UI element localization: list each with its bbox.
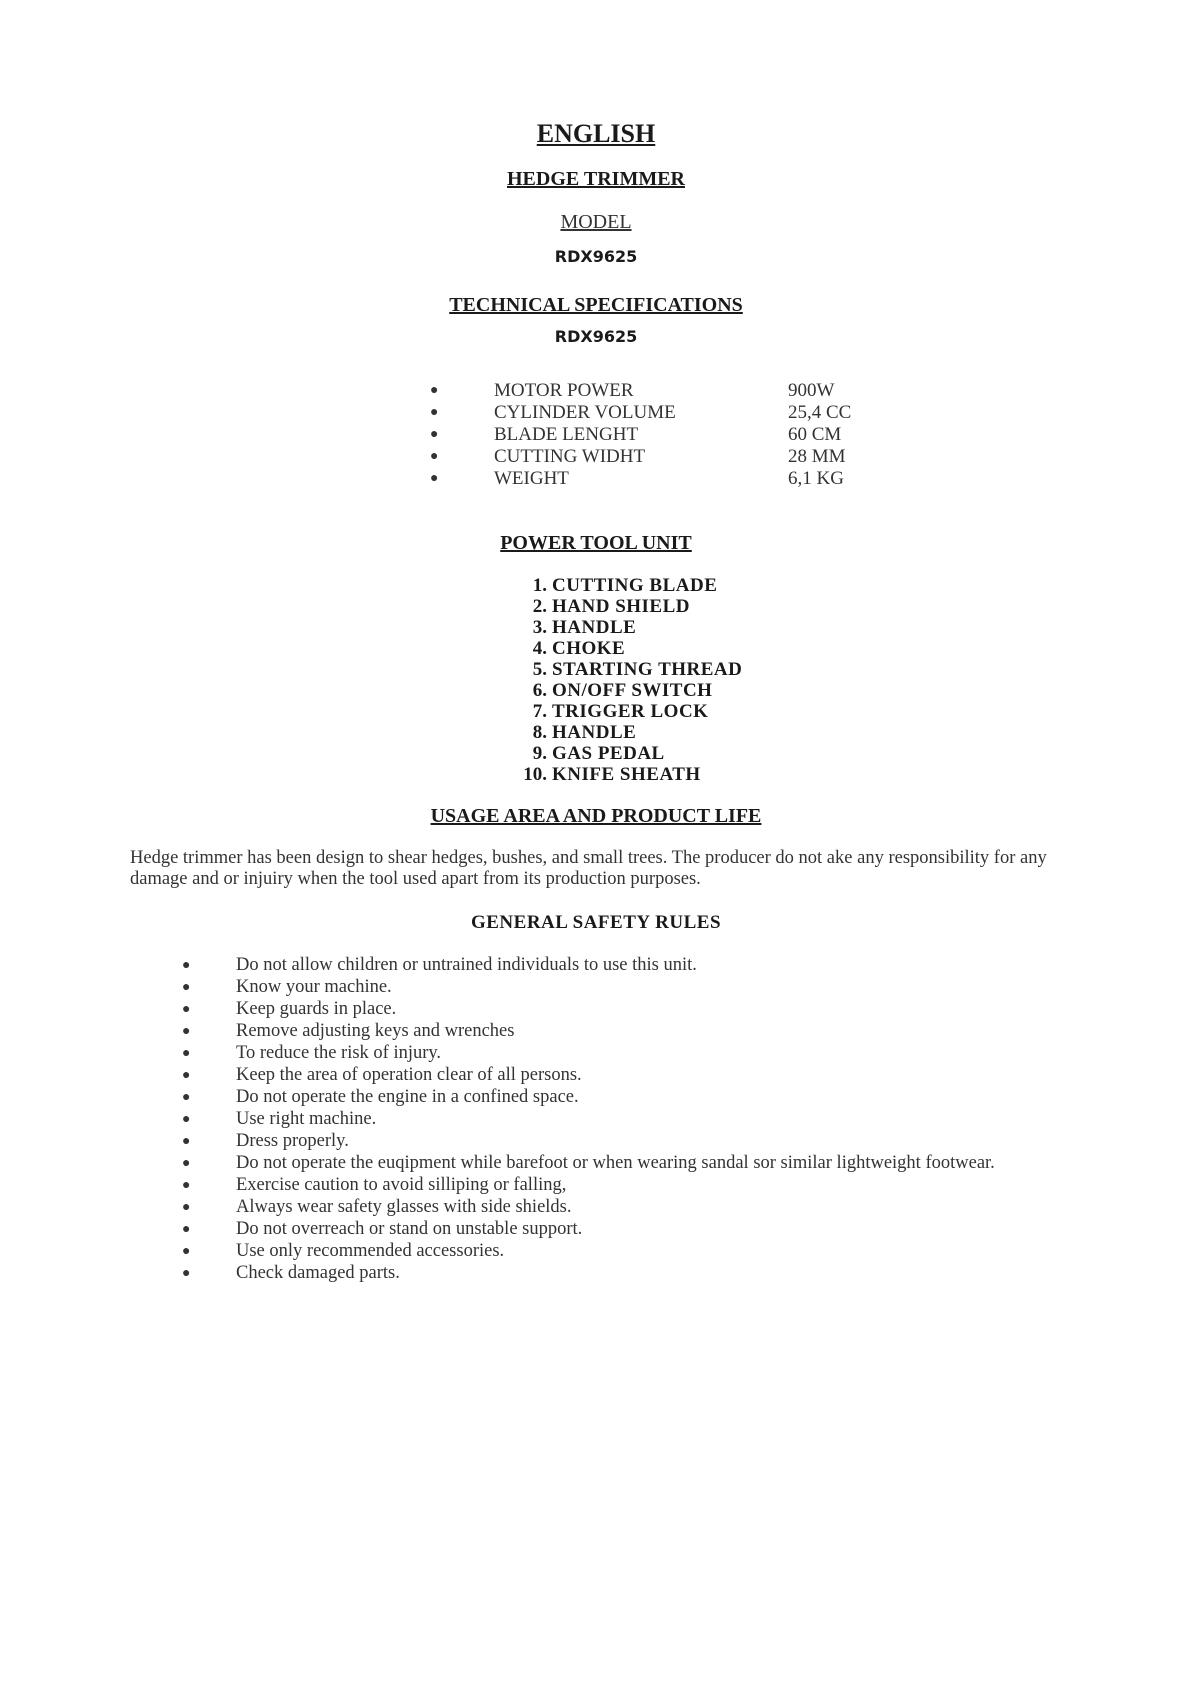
part-row — [490, 575, 810, 596]
list-item — [180, 1065, 1060, 1087]
specifications-heading: TECHNICAL SPECIFICATIONS — [449, 294, 743, 316]
part-row — [490, 743, 810, 764]
spec-row — [430, 402, 880, 424]
bullet-icon: ● — [430, 471, 439, 486]
list-item — [180, 1131, 1060, 1153]
list-item — [180, 955, 1060, 977]
bullet-icon: ● — [182, 980, 191, 995]
rule-text: Exercise caution to avoid silliping or falling, — [236, 1175, 567, 1195]
spec-row — [430, 380, 880, 402]
rule-text: Use only recommended accessories. — [236, 1241, 505, 1261]
rule-text: Know your machine. — [236, 977, 392, 997]
list-item — [180, 999, 1060, 1021]
bullet-icon: ● — [182, 1178, 191, 1193]
bullet-icon: ● — [182, 1090, 191, 1105]
part-label: HANDLE — [552, 722, 637, 743]
part-row — [490, 701, 810, 722]
usage-heading: USAGE AREA AND PRODUCT LIFE — [430, 805, 762, 827]
bullet-icon: ● — [182, 1156, 191, 1171]
spec-row — [430, 468, 880, 490]
bullet-icon: ● — [182, 1134, 191, 1149]
bullet-icon: ● — [182, 1024, 191, 1039]
part-number: 5. — [532, 659, 547, 680]
spec-name: WEIGHT — [494, 468, 569, 489]
rule-text: Use right machine. — [236, 1109, 377, 1129]
bullet-icon: ● — [182, 1112, 191, 1127]
bullet-icon: ● — [430, 449, 439, 464]
part-row — [490, 596, 810, 617]
rule-text: Do not operate the euqipment while barefoot or when wearing sandal sor similar lightweight footwear. — [236, 1153, 995, 1173]
part-number: 6. — [532, 680, 547, 701]
bullet-icon: ● — [430, 383, 439, 398]
list-item — [180, 977, 1060, 999]
spec-value: 6,1 KG — [788, 468, 844, 489]
part-label: CHOKE — [552, 638, 626, 659]
model-label: MODEL — [560, 211, 632, 233]
part-number: 2. — [532, 596, 547, 617]
part-label: HAND SHIELD — [552, 596, 690, 617]
part-number: 7. — [532, 701, 547, 722]
spec-name: MOTOR POWER — [494, 380, 634, 401]
list-item — [180, 1021, 1060, 1043]
part-row — [490, 764, 810, 785]
spec-value: 28 MM — [788, 446, 846, 467]
part-label: TRIGGER LOCK — [552, 701, 709, 722]
bullet-icon: ● — [182, 1002, 191, 1017]
list-item — [180, 1263, 1060, 1285]
bullet-icon: ● — [182, 958, 191, 973]
list-item — [180, 1109, 1060, 1131]
list-item — [180, 1087, 1060, 1109]
part-row — [490, 680, 810, 701]
part-label: STARTING THREAD — [552, 659, 743, 680]
part-row — [490, 659, 810, 680]
bullet-icon: ● — [182, 1200, 191, 1215]
rule-text: Remove adjusting keys and wrenches — [236, 1021, 515, 1041]
product-title: HEDGE TRIMMER — [507, 168, 685, 190]
rule-text: To reduce the risk of injury. — [236, 1043, 442, 1063]
rule-text: Keep guards in place. — [236, 999, 397, 1019]
spec-value: 60 CM — [788, 424, 842, 445]
list-item — [180, 1153, 1060, 1175]
rule-text: Keep the area of operation clear of all persons. — [236, 1065, 582, 1085]
rule-text: Do not operate the engine in a confined space. — [236, 1087, 579, 1107]
part-label: CUTTING BLADE — [552, 575, 718, 596]
part-number: 8. — [532, 722, 547, 743]
part-number: 9. — [532, 743, 547, 764]
bullet-icon: ● — [182, 1046, 191, 1061]
rule-text: Dress properly. — [236, 1131, 349, 1151]
spec-row — [430, 446, 880, 468]
spec-value: 25,4 CC — [788, 402, 852, 423]
bullet-icon: ● — [182, 1266, 191, 1281]
rule-text: Check damaged parts. — [236, 1263, 400, 1283]
safety-rules-list — [180, 955, 1060, 1285]
bullet-icon: ● — [430, 405, 439, 420]
part-label: KNIFE SHEATH — [552, 764, 701, 785]
spec-name: CUTTING WIDHT — [494, 446, 646, 467]
rule-text: Do not overreach or stand on unstable support. — [236, 1219, 583, 1239]
list-item — [180, 1219, 1060, 1241]
safety-heading: GENERAL SAFETY RULES — [470, 912, 722, 933]
specifications-list — [430, 380, 880, 490]
rule-text: Always wear safety glasses with side shields. — [236, 1197, 572, 1217]
part-label: HANDLE — [552, 617, 637, 638]
bullet-icon: ● — [430, 427, 439, 442]
bullet-icon: ● — [182, 1222, 191, 1237]
part-row — [490, 722, 810, 743]
part-number: 1. — [532, 575, 547, 596]
list-item — [180, 1241, 1060, 1263]
language-heading: ENGLISH — [536, 119, 656, 148]
spec-name: CYLINDER VOLUME — [494, 402, 676, 423]
spec-row — [430, 424, 880, 446]
part-label: ON/OFF SWITCH — [552, 680, 713, 701]
specifications-model: RDX9625 — [554, 327, 638, 346]
part-number: 4. — [532, 638, 547, 659]
part-row — [490, 638, 810, 659]
bullet-icon: ● — [182, 1244, 191, 1259]
list-item — [180, 1175, 1060, 1197]
spec-name: BLADE LENGHT — [494, 424, 639, 445]
bullet-icon: ● — [182, 1068, 191, 1083]
parts-list — [490, 575, 810, 785]
part-row — [490, 617, 810, 638]
spec-value: 900W — [788, 380, 835, 401]
part-number: 3. — [532, 617, 547, 638]
rule-text: Do not allow children or untrained individuals to use this unit. — [236, 955, 697, 975]
list-item — [180, 1043, 1060, 1065]
usage-paragraph: Hedge trimmer has been design to shear hedges, bushes, and small trees. The producer do not ake any responsibility for any damage and or injuiry when the tool used apart from its production purposes. — [130, 848, 1047, 889]
model-number: RDX9625 — [554, 247, 638, 266]
power-tool-unit-heading: POWER TOOL UNIT — [500, 532, 692, 554]
list-item — [180, 1197, 1060, 1219]
part-number: 10. — [523, 764, 547, 785]
part-label: GAS PEDAL — [552, 743, 665, 764]
